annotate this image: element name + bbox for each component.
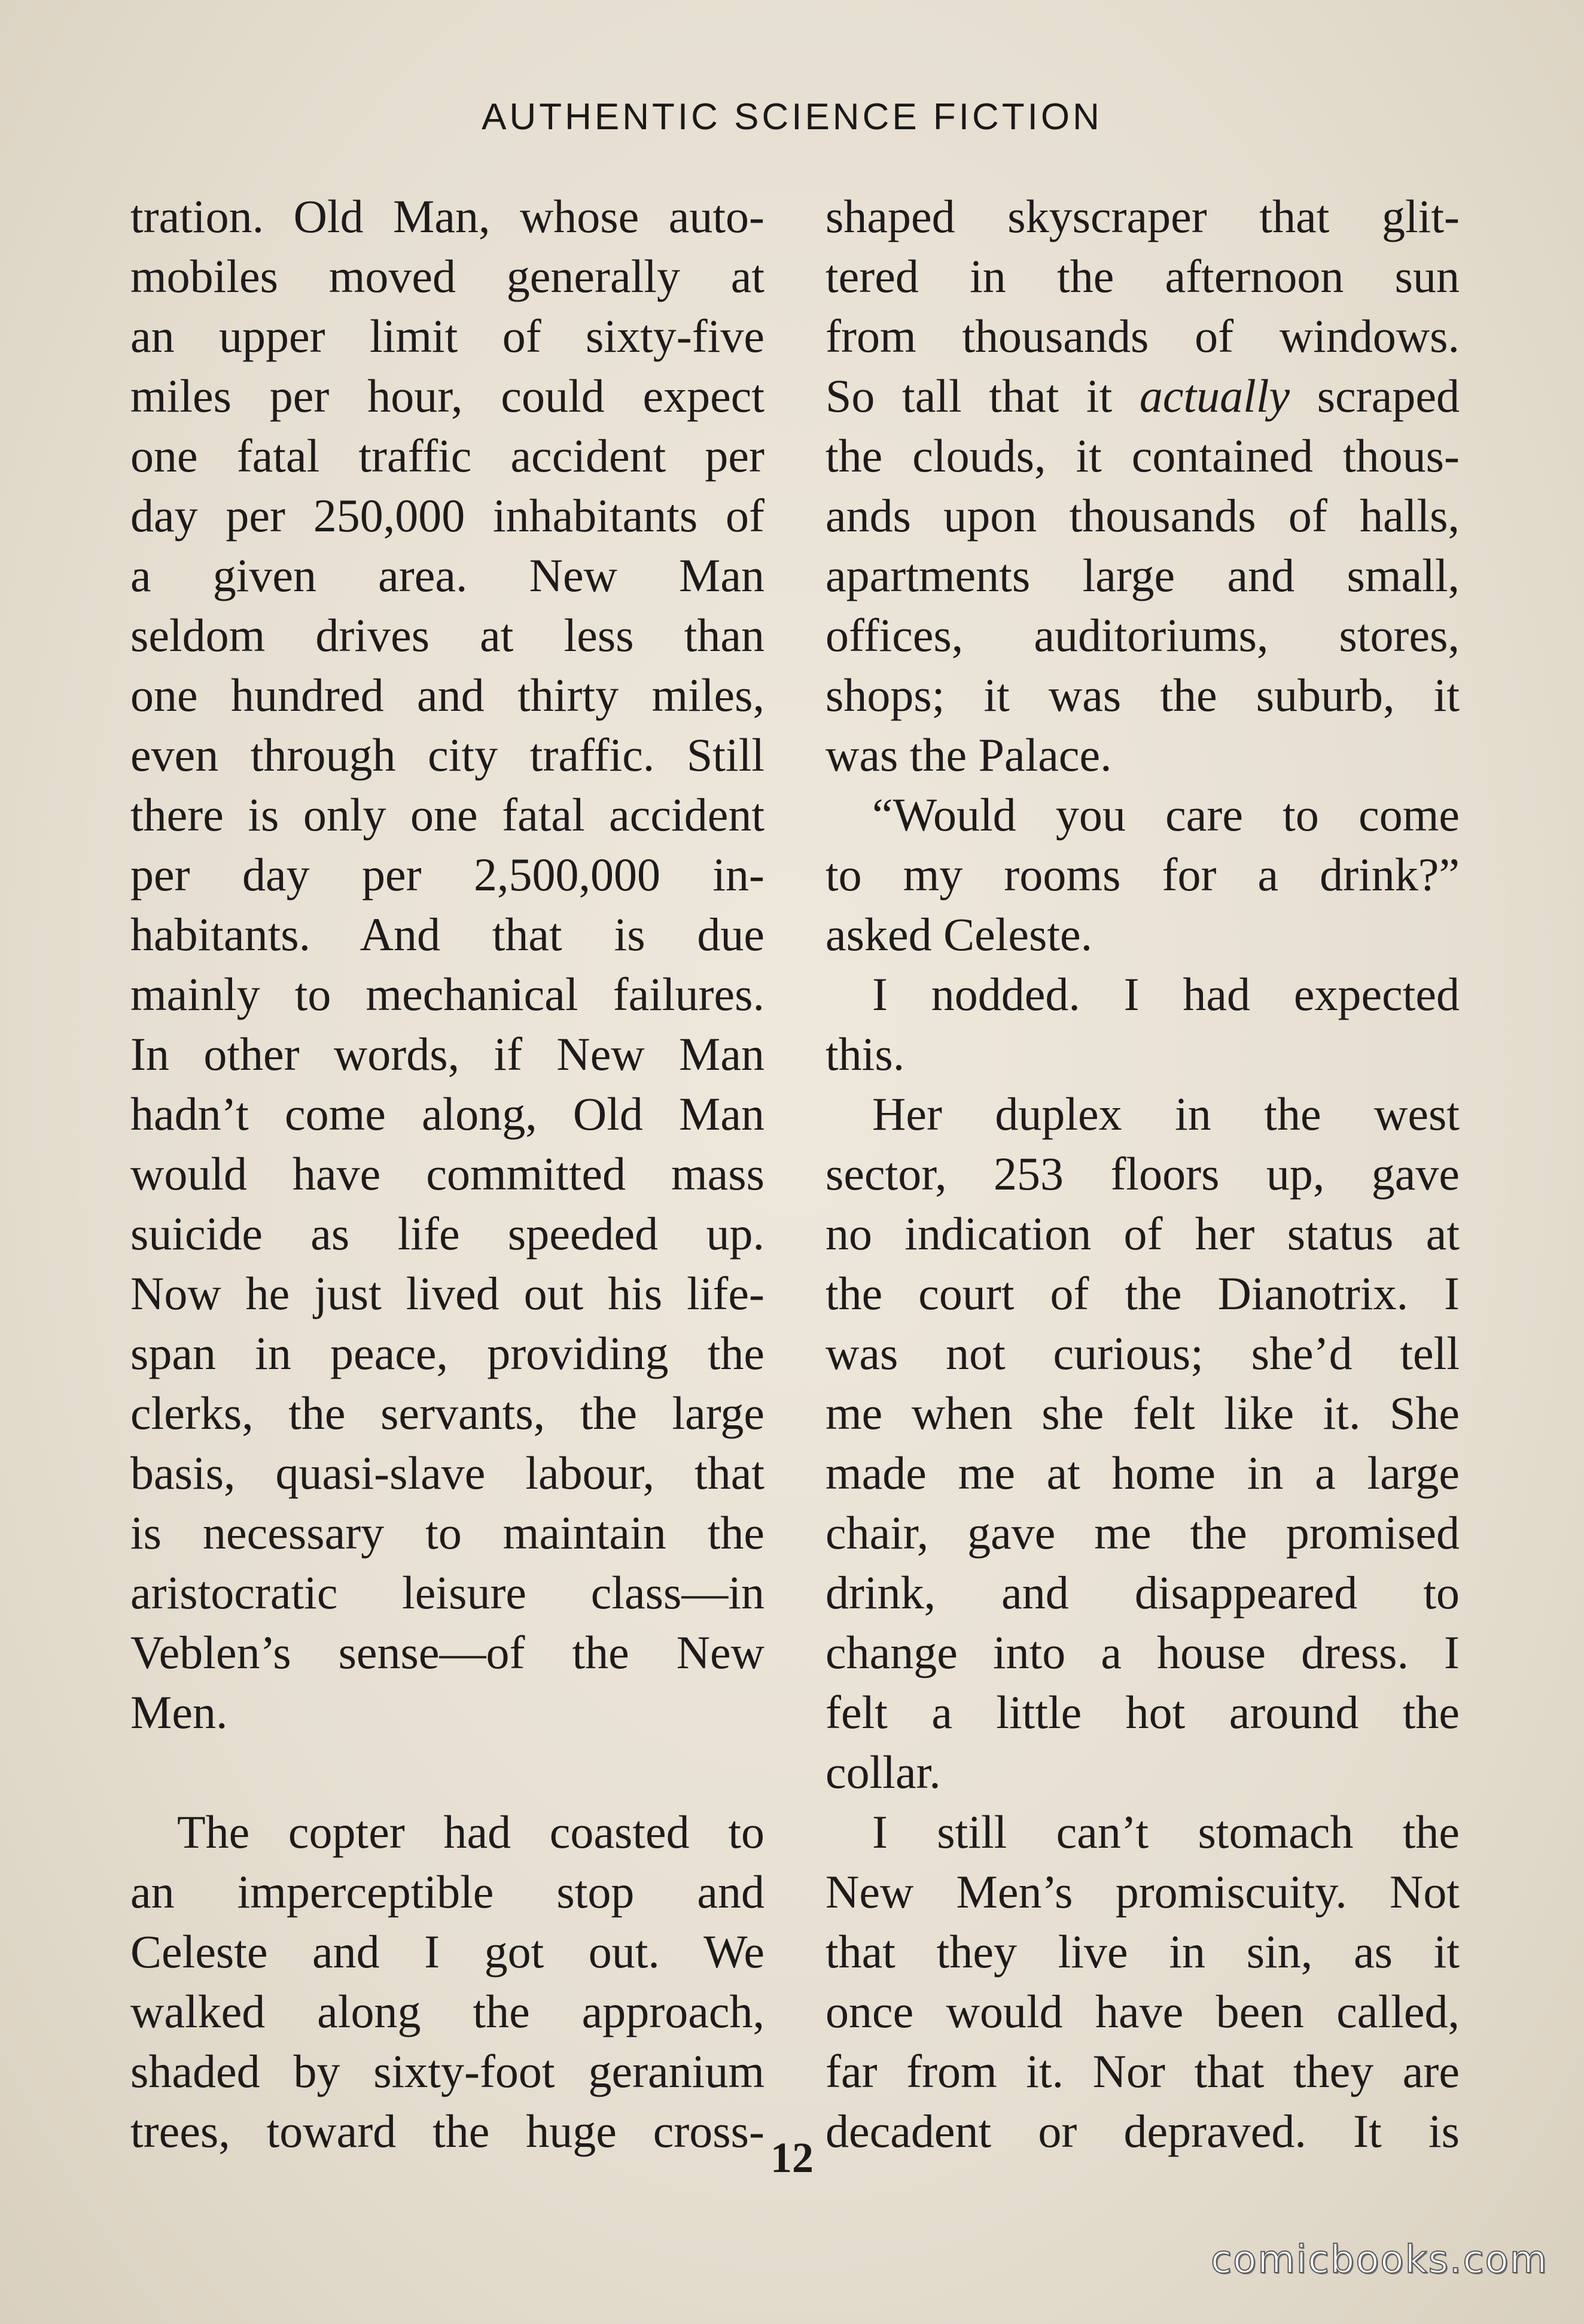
text-line: day per 250,000 inhabitants of [130, 489, 764, 542]
left-text-column [130, 187, 764, 2161]
text-line: to my rooms for a drink?” [825, 848, 1460, 901]
text-line: shaded by sixty-foot geranium [130, 2045, 764, 2097]
text-line: once would have been called, [825, 1985, 1460, 2037]
text-line: from thousands of windows. [825, 310, 1460, 362]
text-line: there is only one fatal accident [130, 789, 764, 841]
text-line: So tall that it actually scraped [825, 370, 1460, 422]
text-line: the court of the Dianotrix. I [825, 1267, 1460, 1319]
text-line: even through city traffic. Still [130, 729, 764, 781]
text-line: tered in the afternoon sun [825, 250, 1460, 302]
text-line: mainly to mechanical failures. [130, 968, 764, 1020]
text-line: apartments large and small, [825, 549, 1460, 601]
text-line: I nodded. I had expected [872, 968, 1460, 1020]
text-line: far from it. Nor that they are [825, 2045, 1460, 2097]
text-line: clerks, the servants, the large [130, 1387, 764, 1439]
text-line: New Men’s promiscuity. Not [825, 1866, 1460, 1918]
text-line: collar. [825, 1746, 941, 1798]
watermark: comicbooks.com [1210, 2238, 1548, 2282]
text-line: decadent or depraved. It is [825, 2105, 1460, 2157]
text-line: is necessary to maintain the [130, 1507, 764, 1559]
text-line: shaped skyscraper that glit- [825, 190, 1460, 242]
text-line: tration. Old Man, whose auto- [130, 190, 764, 242]
text-line: that they live in sin, as it [825, 1925, 1460, 1978]
text-line: me when she felt like it. She [825, 1387, 1460, 1439]
running-head: AUTHENTIC SCIENCE FICTION [482, 96, 1102, 138]
text-line: asked Celeste. [825, 908, 1093, 960]
text-line: seldom drives at less than [130, 609, 764, 661]
text-line: aristocratic leisure class—in [130, 1566, 764, 1619]
text-line: I still can’t stomach the [872, 1806, 1460, 1858]
text-line: the clouds, it contained thous- [825, 430, 1460, 482]
text-line: sector, 253 floors up, gave [825, 1148, 1460, 1200]
text-line: Celeste and I got out. We [130, 1925, 764, 1978]
text-line: per day per 2,500,000 in- [130, 848, 764, 901]
text-line: Her duplex in the west [872, 1088, 1460, 1140]
text-line: The copter had coasted to [177, 1806, 764, 1858]
text-line: change into a house dress. I [825, 1626, 1460, 1678]
text-line: Men. [130, 1686, 228, 1738]
text-line: suicide as life speeded up. [130, 1207, 764, 1260]
text-line: an upper limit of sixty-five [130, 310, 764, 362]
text-line: Veblen’s sense—of the New [130, 1626, 764, 1678]
text-line: miles per hour, could expect [130, 370, 764, 422]
text-line: hadn’t come along, Old Man [130, 1088, 764, 1140]
text-line: habitants. And that is due [130, 908, 764, 960]
text-line: one fatal traffic accident per [130, 430, 764, 482]
text-line: this. [825, 1028, 905, 1080]
italic-word: actually [1139, 370, 1290, 422]
right-text-column [825, 187, 1460, 2161]
text-line: an imperceptible stop and [130, 1866, 764, 1918]
text-line: felt a little hot around the [825, 1686, 1460, 1738]
text-line: offices, auditoriums, stores, [825, 609, 1460, 661]
text-line: no indication of her status at [825, 1207, 1460, 1260]
paragraph-gap [130, 1742, 764, 1802]
text-line: was the Palace. [825, 729, 1112, 781]
text-line: mobiles moved generally at [130, 250, 764, 302]
text-line: a given area. New Man [130, 549, 764, 601]
text-line: In other words, if New Man [130, 1028, 764, 1080]
text-line: Now he just lived out his life- [130, 1267, 764, 1319]
text-line: “Would you care to come [872, 789, 1460, 841]
text-line: was not curious; she’d tell [825, 1327, 1460, 1379]
text-line: span in peace, providing the [130, 1327, 764, 1379]
page-number: 12 [770, 2134, 814, 2182]
text-line: basis, quasi-slave labour, that [130, 1447, 764, 1499]
text-line: shops; it was the suburb, it [825, 669, 1460, 721]
text-line: would have committed mass [130, 1148, 764, 1200]
text-line: chair, gave me the promised [825, 1507, 1460, 1559]
text-line: walked along the approach, [130, 1985, 764, 2037]
text-line: drink, and disappeared to [825, 1566, 1460, 1619]
text-line: one hundred and thirty miles, [130, 669, 764, 721]
text-line: made me at home in a large [825, 1447, 1460, 1499]
text-line: trees, toward the huge cross- [130, 2105, 764, 2157]
text-line: ands upon thousands of halls, [825, 489, 1460, 542]
